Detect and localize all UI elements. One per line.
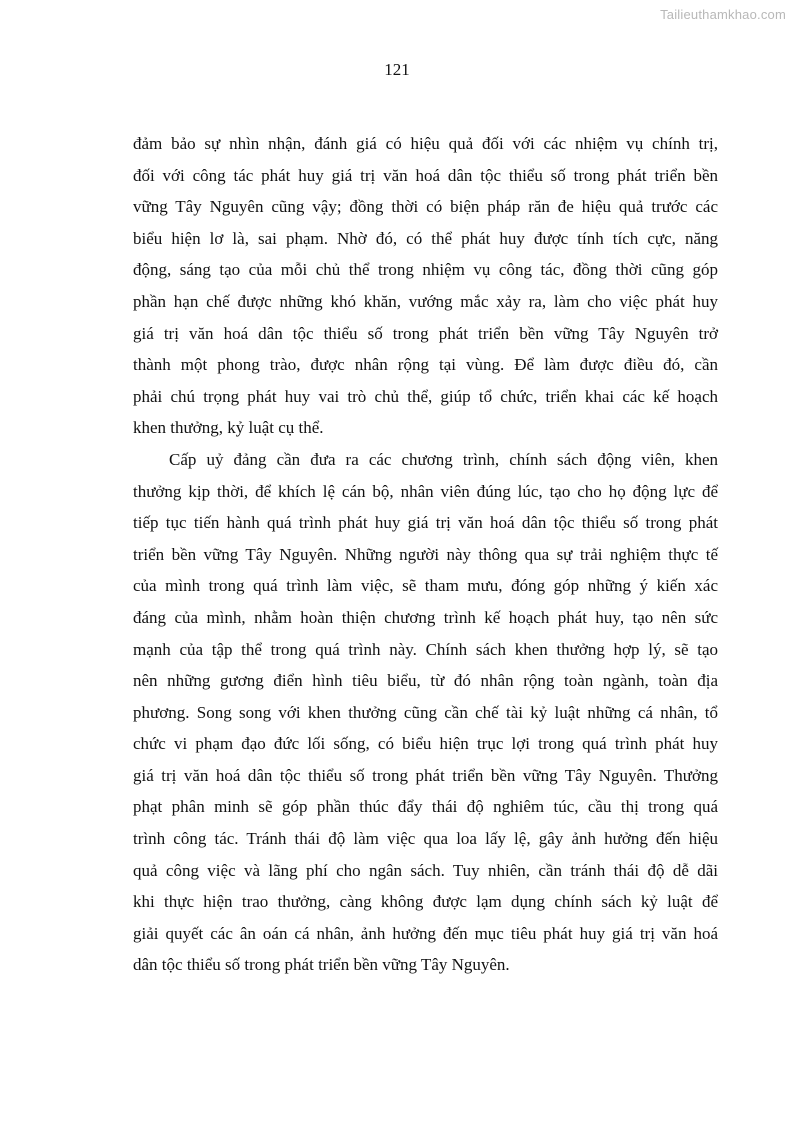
paragraph-1	[133, 128, 718, 444]
text-line: dân tộc thiểu số trong phát triển bền vững Tây Nguyên.	[133, 955, 510, 975]
text-line: mạnh của tập thể trong quá trình này. Chính sách khen thưởng hợp lý, sẽ tạo	[133, 639, 718, 659]
text-line: động, sáng tạo của mỗi chủ thể trong nhiệm vụ công tác, đồng thời cũng góp	[133, 260, 718, 280]
text-line: thưởng kịp thời, để khích lệ cán bộ, nhân viên đúng lúc, tạo cho họ động lực để	[133, 481, 718, 501]
text-line: khi thực hiện trao thưởng, càng không được lạm dụng chính sách kỷ luật để	[133, 892, 718, 912]
text-line: đảm bảo sự nhìn nhận, đánh giá có hiệu quả đối với các nhiệm vụ chính trị,	[133, 134, 718, 153]
text-line: trình công tác. Tránh thái độ làm việc qua loa lấy lệ, gây ảnh hưởng đến hiệu	[133, 829, 718, 849]
text-line: giá trị văn hoá dân tộc thiểu số trong phát triển bền vững Tây Nguyên trở	[133, 323, 718, 343]
text-line: nên những gương điển hình tiêu biểu, từ đó nhân rộng toàn ngành, toàn địa	[133, 671, 718, 691]
text-line: phải chú trọng phát huy vai trò chủ thể, giúp tổ chức, triển khai các kế hoạch	[133, 386, 718, 406]
document-body	[133, 128, 718, 981]
page-number: 121	[384, 60, 410, 79]
text-line: đáng của mình, nhằm hoàn thiện chương trình kế hoạch phát huy, tạo nên sức	[133, 607, 718, 627]
text-line: triển bền vững Tây Nguyên. Những người này thông qua sự trải nghiệm thực tế	[133, 544, 718, 564]
text-line: phương. Song song với khen thưởng cũng cần chế tài kỷ luật những cá nhân, tổ	[133, 702, 718, 722]
text-line: của mình trong quá trình làm việc, sẽ tham mưu, đóng góp những ý kiến xác	[133, 576, 718, 596]
text-line: thành một phong trào, được nhân rộng tại vùng. Để làm được điều đó, cần	[133, 355, 718, 375]
text-line: biểu hiện lơ là, sai phạm. Nhờ đó, có thể phát huy được tính tích cực, năng	[133, 228, 718, 248]
text-line: giá trị văn hoá dân tộc thiểu số trong phát triển bền vững Tây Nguyên. Thưởng	[133, 765, 718, 785]
text-line: quả công việc và lãng phí cho ngân sách. Tuy nhiên, cần tránh thái độ dễ dãi	[133, 860, 718, 880]
text-line: vững Tây Nguyên cũng vậy; đồng thời có biện pháp răn đe hiệu quả trước các	[133, 197, 718, 217]
text-line: phạt phân minh sẽ góp phần thúc đẩy thái độ nghiêm túc, cầu thị trong quá	[133, 797, 718, 817]
text-line: chức vi phạm đạo đức lối sống, có biểu hiện trục lợi trong quá trình phát huy	[133, 734, 718, 754]
paragraph-2	[133, 444, 718, 981]
text-line: Cấp uỷ đảng cần đưa ra các chương trình, chính sách động viên, khen	[169, 449, 718, 469]
text-line: khen thưởng, kỷ luật cụ thể.	[133, 418, 324, 438]
text-line: tiếp tục tiến hành quá trình phát huy giá trị văn hoá dân tộc thiểu số trong phát	[133, 513, 718, 533]
text-line: giải quyết các ân oán cá nhân, ảnh hưởng đến mục tiêu phát huy giá trị văn hoá	[133, 923, 718, 943]
text-line: đối với công tác phát huy giá trị văn hoá dân tộc thiểu số trong phát triển bền	[133, 165, 718, 185]
watermark: Tailieuthamkhao.com	[660, 7, 786, 22]
text-line: phần hạn chế được những khó khăn, vướng mắc xảy ra, làm cho việc phát huy	[133, 291, 718, 311]
